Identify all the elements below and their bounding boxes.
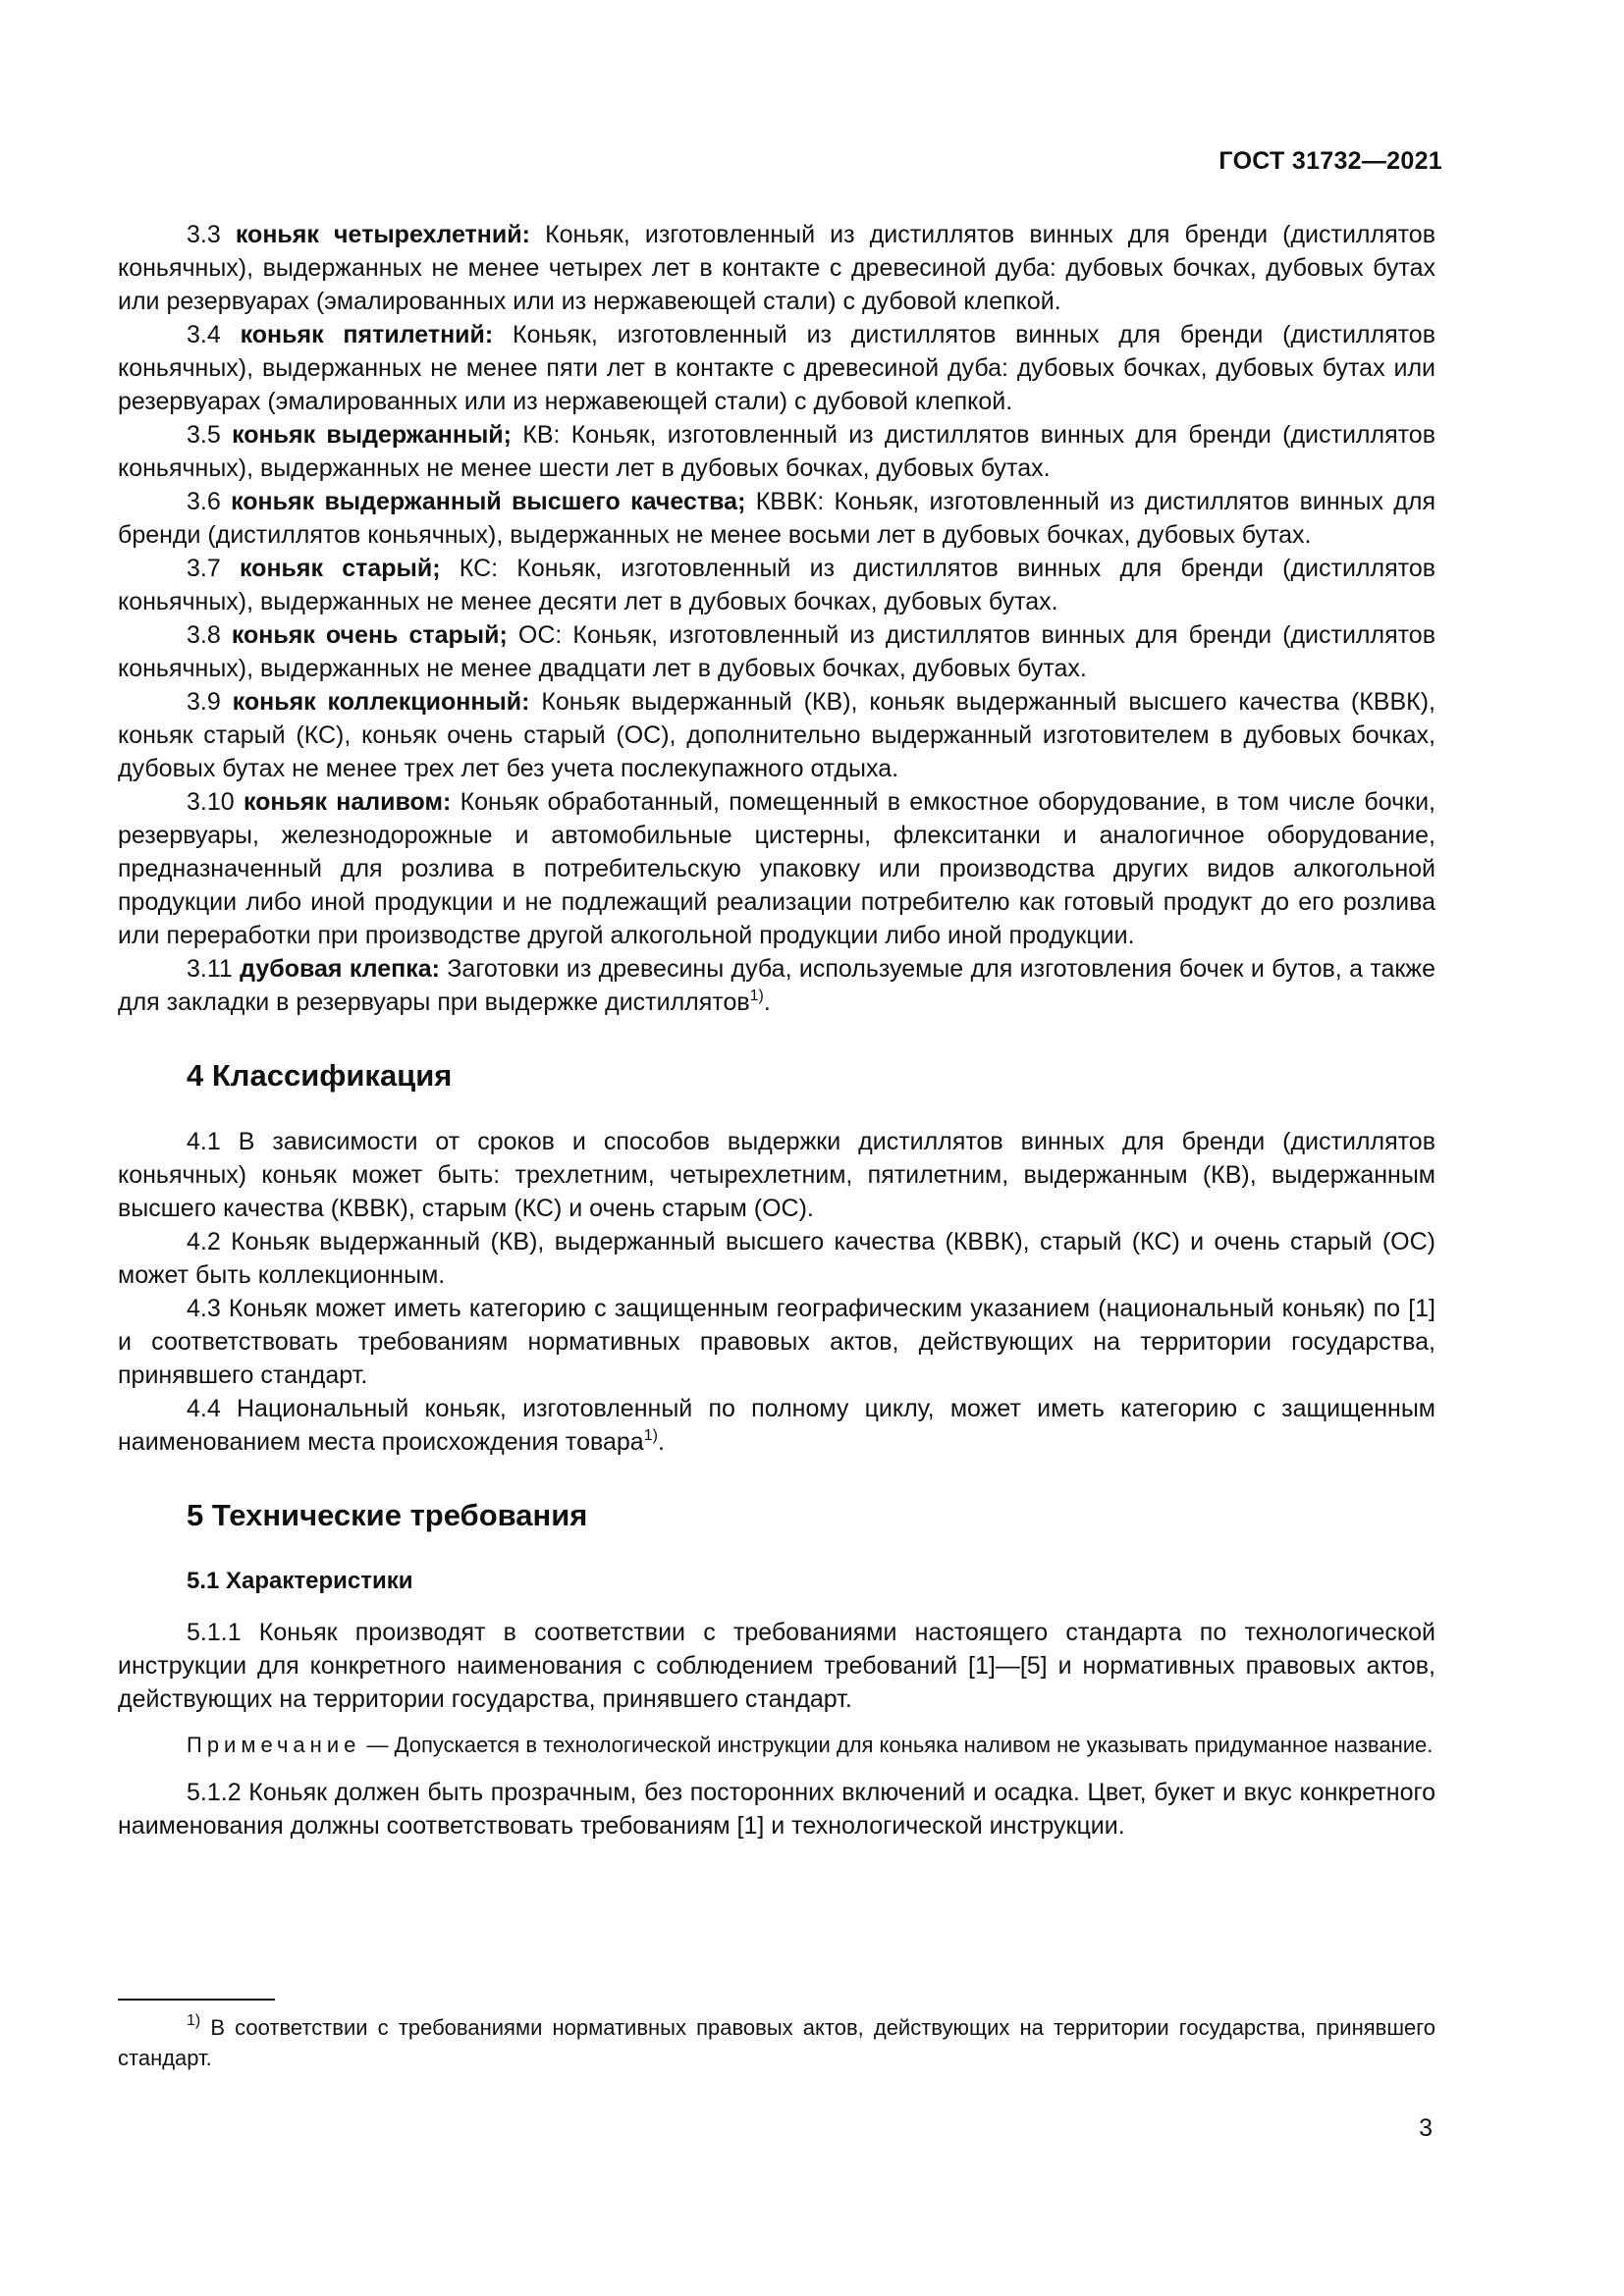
- definition-number: 3.10: [187, 788, 235, 816]
- definition-text: Заготовки из древесины дуба, используемые для изготовления бочек и бутов, а также для закладки в резервуары при выдержке дистиллятов: [118, 955, 1435, 1016]
- definition-text: Коньяк выдержанный (КВ), коньяк выдержанный высшего качества (КВВК), коньяк старый (КС), коньяк очень старый (ОС), дополнительно выдержанный изготовителем в дубовых бочках, дубовых бутах не менее трех лет без учета послекупажного отдыха.: [118, 688, 1435, 782]
- definition-text: КС: Коньяк, изготовленный из дистиллятов винных для бренди (дистиллятов коньячных), выдержанных не менее десяти лет в дубовых бочках, дубовых бутах.: [118, 555, 1435, 615]
- footnote-mark: 1): [187, 2012, 201, 2029]
- section-4-heading: 4 Классификация: [187, 1058, 453, 1093]
- definition-3-6: [118, 485, 1435, 552]
- definition-number: 3.9: [187, 688, 221, 716]
- clause-4-4-tail: .: [657, 1428, 665, 1456]
- definition-number: 3.11: [187, 955, 233, 983]
- note-text: — Допускается в технологической инструкции для коньяка наливом не указывать придуманное название.: [360, 1733, 1434, 1757]
- definition-text: КВ: Коньяк, изготовленный из дистиллятов винных для бренди (дистиллятов коньячных), выдержанных не менее шести лет в дубовых бочках, дубовых бутах.: [118, 421, 1435, 482]
- footnote-ref: 1): [643, 1427, 658, 1444]
- definition-term: коньяк выдержанный;: [232, 421, 512, 449]
- definition-3-9: [118, 685, 1435, 785]
- clause-4-2: 4.2 Коньяк выдержанный (КВ), выдержанный высшего качества (КВВК), старый (КС) и очень старый (ОС) может быть коллекционным.: [118, 1228, 1435, 1289]
- standard-code-header: ГОСТ 31732—2021: [1218, 147, 1442, 175]
- clause-4-1: 4.1 В зависимости от сроков и способов выдержки дистиллятов винных для бренди (дистиллятов коньячных) коньяк может быть: трехлетним, четырехлетним, пятилетним, выдержанным (КВ), выдержанным высшего качества (КВВК), старым (КС) и очень старым (ОС).: [118, 1128, 1435, 1222]
- definition-3-10: [118, 785, 1435, 952]
- definition-term: коньяк старый;: [239, 555, 441, 582]
- footnote-ref: 1): [749, 988, 764, 1004]
- page-content: [118, 218, 1435, 1842]
- clause-5-1-1: 5.1.1 Коньяк производят в соответствии с требованиями настоящего стандарта по технологической инструкции для конкретного наименования с соблюдением требований [1]—[5] и нормативных правовых актов, действующих на территории государства, принявшего стандарт.: [118, 1619, 1435, 1713]
- definition-tail: .: [763, 988, 771, 1016]
- note: [118, 1730, 1435, 1760]
- footnote: [118, 2012, 1435, 2073]
- definition-term: коньяк выдержанный высшего качества;: [231, 488, 746, 515]
- subsection-5-1-heading: 5.1 Характеристики: [187, 1568, 413, 1594]
- definition-3-7: [118, 552, 1435, 618]
- definition-text: ОС: Коньяк, изготовленный из дистиллятов винных для бренди (дистиллятов коньячных), выдержанных не менее двадцати лет в дубовых бочках, дубовых бутах.: [118, 621, 1435, 682]
- clause-4-4: [118, 1392, 1435, 1459]
- definition-number: 3.5: [187, 421, 221, 449]
- definition-term: дубовая клепка:: [240, 955, 440, 983]
- definition-number: 3.6: [187, 488, 221, 515]
- definition-number: 3.4: [187, 321, 221, 348]
- definition-term: коньяк коллекционный:: [232, 688, 530, 716]
- footnote-text: В соответствии с требованиями нормативных правовых актов, действующих на территории государства, принявшего стандарт.: [118, 2015, 1435, 2070]
- note-label: Примечание: [187, 1733, 361, 1757]
- definitions-list: [118, 218, 1435, 1019]
- definition-number: 3.8: [187, 621, 221, 649]
- clause-4-4-text: 4.4 Национальный коньяк, изготовленный по полному циклу, может иметь категорию с защищенным наименованием места происхождения товара: [118, 1395, 1435, 1456]
- definition-term: коньяк четырехлетний:: [235, 221, 530, 248]
- definition-text: Коньяк, изготовленный из дистиллятов винных для бренди (дистиллятов коньячных), выдержанных не менее четырех лет в контакте с древесиной дуба: дубовых бочках, дубовых бутах или резервуарах (эмалированных или из нержавеющей стали) с дубовой клепкой.: [118, 221, 1435, 315]
- section-5-heading: 5 Технические требования: [187, 1498, 588, 1532]
- definition-number: 3.3: [187, 221, 221, 248]
- definition-term: коньяк очень старый;: [231, 621, 508, 649]
- definition-term: коньяк пятилетний:: [240, 321, 494, 348]
- definition-term: коньяк наливом:: [243, 788, 452, 816]
- clause-4-3: 4.3 Коньяк может иметь категорию с защищенным географическим указанием (национальный коньяк) по [1] и соответствовать требованиям нормативных правовых актов, действующих на территории государства, принявшего стандарт.: [118, 1295, 1435, 1389]
- definition-3-3: [118, 218, 1435, 318]
- definition-number: 3.7: [187, 555, 221, 582]
- page-number: 3: [1419, 2114, 1433, 2142]
- definition-text: Коньяк, изготовленный из дистиллятов винных для бренди (дистиллятов коньячных), выдержанных не менее пяти лет в контакте с древесиной дуба: дубовых бочках, дубовых бутах или резервуарах (эмалированных или из нержавеющей стали) с дубовой клепкой.: [118, 321, 1435, 415]
- definition-text: Коньяк обработанный, помещенный в емкостное оборудование, в том числе бочки, резервуары, железнодорожные и автомобильные цистерны, флекситанки и аналогичное оборудование, предназначенный для розлива в потребительскую упаковку или производства других видов алкогольной продукции либо иной продукции и не подлежащий реализации потребителю как готовый продукт до его розлива или переработки при производстве другой алкогольной продукции либо иной продукции.: [118, 788, 1435, 949]
- definition-3-4: [118, 318, 1435, 418]
- definition-3-8: [118, 618, 1435, 685]
- definition-text: КВВК: Коньяк, изготовленный из дистиллятов винных для бренди (дистиллятов коньячных), выдержанных не менее восьми лет в дубовых бочках, дубовых бутах.: [118, 488, 1435, 549]
- definition-3-11: [118, 952, 1435, 1019]
- clause-5-1-2: 5.1.2 Коньяк должен быть прозрачным, без посторонних включений и осадка. Цвет, букет и вкус конкретного наименования должны соответствовать требованиям [1] и технологической инструкции.: [118, 1779, 1435, 1840]
- definition-3-5: [118, 418, 1435, 485]
- footnote-separator: [118, 1999, 275, 2001]
